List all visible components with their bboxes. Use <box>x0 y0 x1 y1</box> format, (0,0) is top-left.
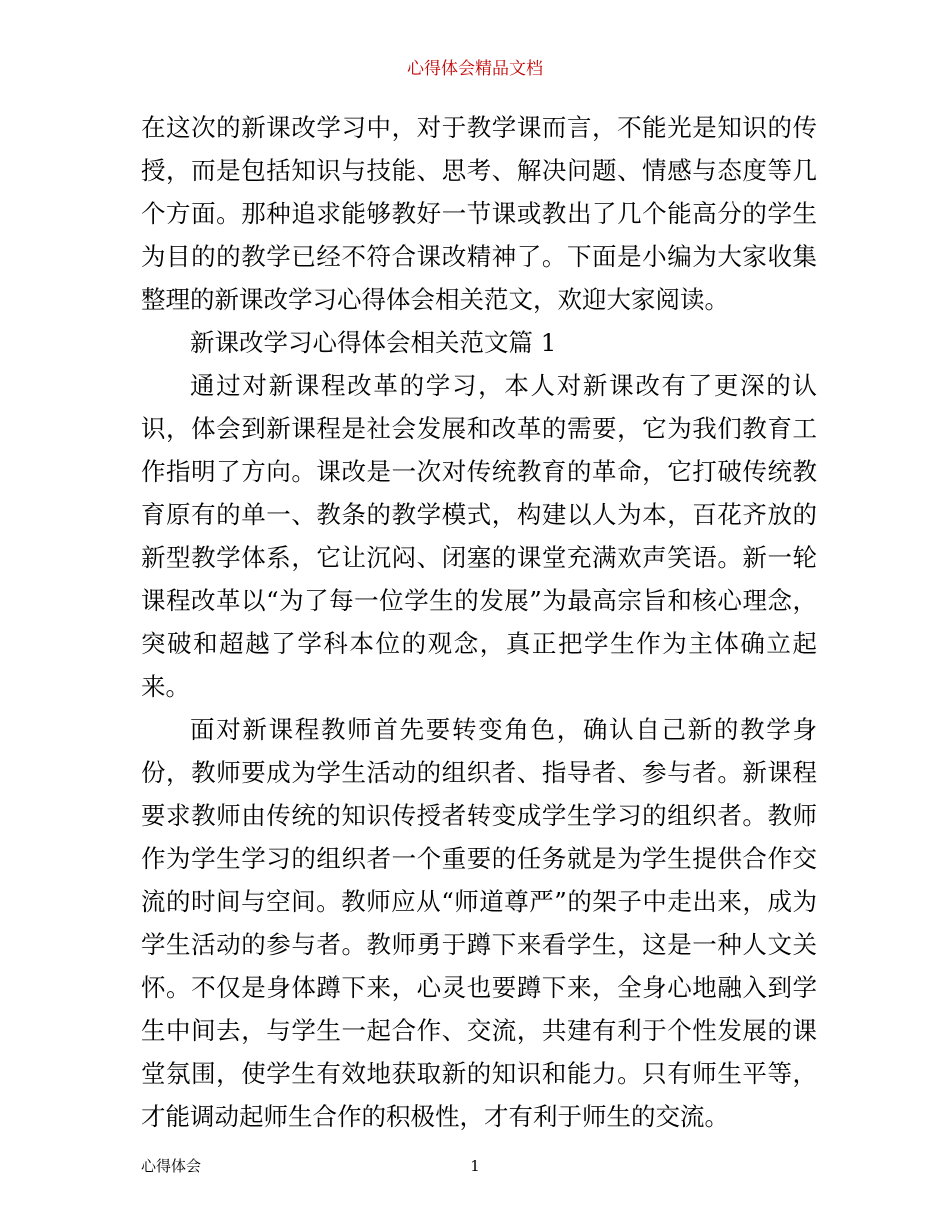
document-body <box>141 106 817 1138</box>
page-number: 1 <box>470 1157 480 1175</box>
body-paragraph-1: 通过对新课程改革的学习，本人对新课改有了更深的认识，体会到新课程是社会发展和改革的需要，它为我们教育工作指明了方向。课改是一次对传统教育的革命，它打破传统教育原有的单一、教条的教学模式，构建以人为本，百花齐放的新型教学体系，它让沉闷、闭塞的课堂充满欢声笑语。新一轮课程改革以“为了每一位学生的发展”为最高宗旨和核心理念，突破和超越了学科本位的观念，真正把学生作为主体确立起来。 <box>141 371 817 701</box>
section-title: 新课改学习心得体会相关范文篇 1 <box>190 328 557 357</box>
body-paragraph-2: 面对新课程教师首先要转变角色，确认自己新的教学身份，教师要成为学生活动的组织者、指导者、参与者。新课程要求教师由传统的知识传授者转变成学生学习的组织者。教师作为学生学习的组织者一个重要的任务就是为学生提供合作交流的时间与空间。教师应从“师道尊严”的架子中走出来，成为学生活动的参与者。教师勇于蹲下来看学生，这是一种人文关怀。不仅是身体蹲下来，心灵也要蹲下来，全身心地融入到学生中间去，与学生一起合作、交流，共建有利于个性发展的课堂氛围，使学生有效地获取新的知识和能力。只有师生平等，才能调动起师生合作的积极性，才有利于师生的交流。 <box>141 715 817 1131</box>
footer-label: 心得体会 <box>141 1157 202 1175</box>
intro-paragraph: 在这次的新课改学习中，对于教学课而言，不能光是知识的传授，而是包括知识与技能、思考、解决问题、情感与态度等几个方面。那种追求能够教好一节课或教出了几个能高分的学生为目的的教学已经不符合课改精神了。下面是小编为大家收集整理的新课改学习心得体会相关范文，欢迎大家阅读。 <box>141 113 817 314</box>
page-header-title: 心得体会精品文档 <box>407 59 543 79</box>
